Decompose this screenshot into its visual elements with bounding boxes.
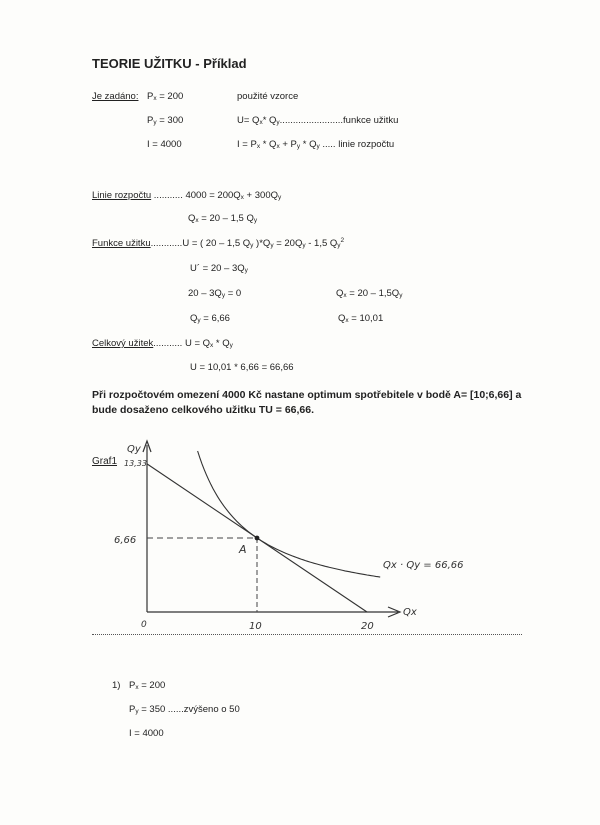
x-intercept-label: 20 xyxy=(361,621,374,632)
budget-eq1: $4000 = 200Q_x + 300Q_y$ xyxy=(185,190,282,201)
utility-row: Funkce užitku............U = ( 20 – 1,5 $Q_y$ )$*Q_y = 20Q_y - 1,5$ $Q_y^2$ xyxy=(92,237,345,249)
part1-income: I = 4000 xyxy=(129,728,164,739)
part1-py: $P_y = 350$ ......zvýšeno o 50 xyxy=(129,704,240,715)
x-tick-label: 10 xyxy=(249,621,262,632)
total-label: Celkový užitek xyxy=(92,338,154,349)
optimum-point xyxy=(255,536,260,541)
given-label: Je zadáno: xyxy=(92,91,139,102)
budget-label: Linie rozpočtu xyxy=(92,190,152,201)
total-row: Celkový užitek........... $U = Q_x * Q_y$ xyxy=(92,338,233,349)
budget-line-row: Linie rozpočtu ........... $4000 = 200Q_x + 300Q_y$ xyxy=(92,190,282,201)
utility-formula: $U= Q_x*$ $Q_y........................funkce$ užitku xyxy=(237,115,399,126)
page-title: TEORIE UŽITKU - Příklad xyxy=(92,56,247,71)
given-py: $P_y = 300$ xyxy=(147,115,184,126)
utility-eq1: U = ( 20 – 1,5 $Q_y$ )$*Q_y = 20Q_y - 1,5$ $Q_y^2$ xyxy=(182,237,345,249)
section-divider xyxy=(92,634,522,635)
utility-eq5: $Q_x = 20 - 1,5Q_y$ xyxy=(336,288,403,299)
point-a-label: A xyxy=(239,543,247,556)
y-intercept-label: 13,33 xyxy=(124,459,147,468)
utility-eq3: $20 - 3Q_y = 0$ xyxy=(188,288,242,299)
formulas-heading: použité vzorce xyxy=(237,91,299,102)
x-axis-label: Qx xyxy=(403,607,417,618)
given-income: I = 4000 xyxy=(147,139,182,150)
y-tick-label: 6,66 xyxy=(114,535,137,546)
total-eq1: $U = Q_x * Q_y$ xyxy=(184,338,233,349)
utility-eq2: U´ = $20 - 3Q_y$ xyxy=(190,263,248,274)
utility-eq6: $Q_x = 10,01$ xyxy=(338,313,384,324)
utility-label: Funkce užitku xyxy=(92,238,151,249)
indifference-curve xyxy=(198,451,381,577)
total-eq2: U = 10,01 * 6,66 = 66,66 xyxy=(190,362,294,373)
given-px: $P_x = 200$ xyxy=(147,91,184,102)
conclusion-text: Při rozpočtovém omezení 4000 Kč nastane optimum spotřebitele v bodě A= [10;6,66] a bude dosaženo celkového užitku TU = 66,66. xyxy=(92,389,522,416)
indifference-curve-label: Qx · Qy = 66,66 xyxy=(383,560,464,571)
origin-label: 0 xyxy=(141,620,147,630)
part1-px: $P_x = 200$ xyxy=(129,680,166,691)
budget-formula: $I = P_x * Q_x + P_y * Q_y$ ..... linie rozpočtu xyxy=(237,139,395,150)
utility-eq4: $Q_y = 6,66$ xyxy=(190,313,230,324)
part1-number: 1) xyxy=(112,680,121,691)
budget-eq2: $Q_x = 20 - 1,5$ $Q_y$ xyxy=(188,213,258,224)
graph-label: Graf1 xyxy=(92,456,118,467)
y-axis-label: Qy xyxy=(127,444,141,455)
